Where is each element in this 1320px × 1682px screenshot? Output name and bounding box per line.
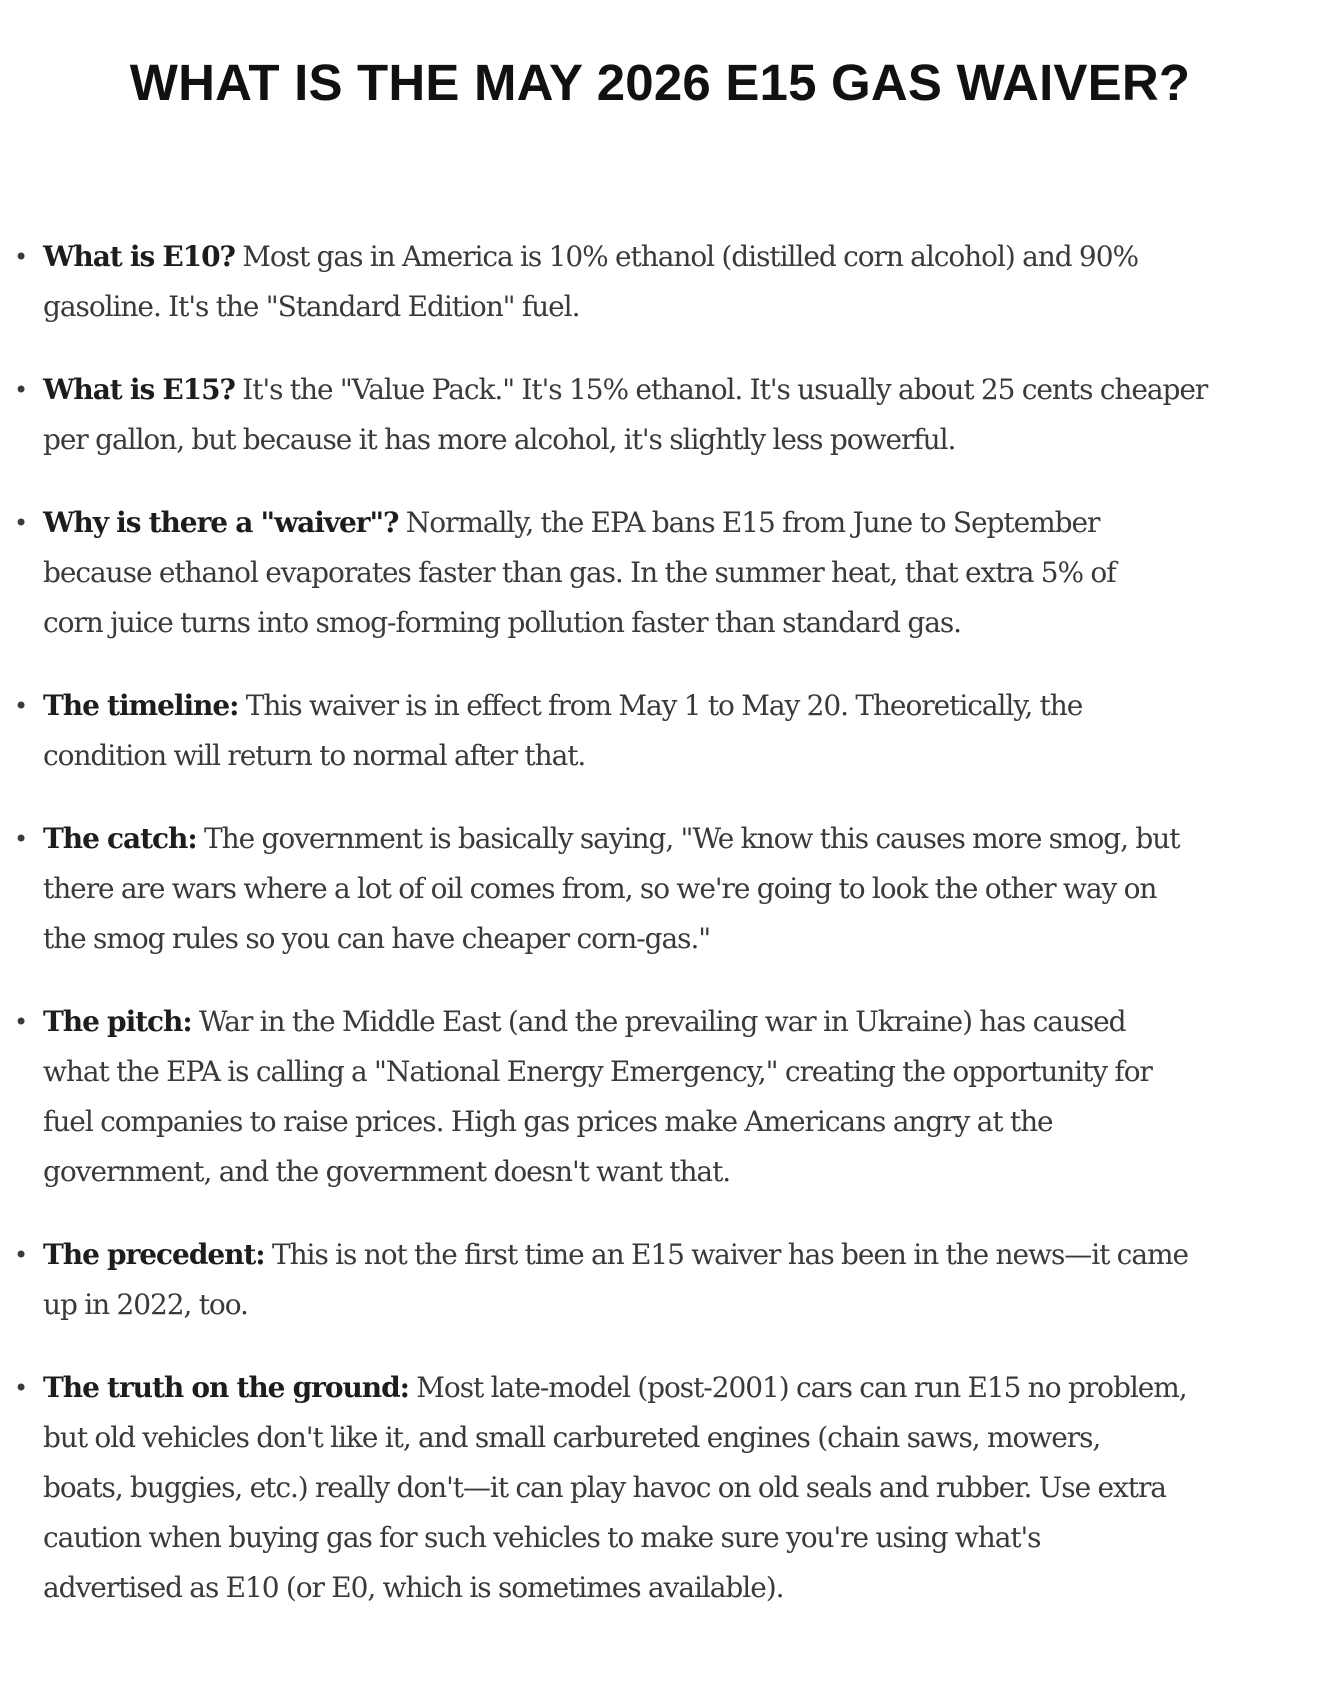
bullet-lead: Why is there a "waiver"? xyxy=(43,506,399,539)
bullet-dot-icon: • xyxy=(14,692,28,720)
bullet-line xyxy=(43,498,1300,548)
bullet-text: Most gas in America is 10% ethanol (distilled corn alcohol) and 90% xyxy=(242,240,1139,273)
bullet-lead: What is E15? xyxy=(43,373,235,406)
bullet-lead: What is E10? xyxy=(43,240,235,273)
bullet-lead: The timeline: xyxy=(43,689,239,722)
bullet-item-e10 xyxy=(0,232,1320,332)
bullet-line: gasoline. It's the "Standard Edition" fuel. xyxy=(43,290,580,323)
bullet-dot-icon: • xyxy=(14,1008,28,1036)
bullet-list xyxy=(0,232,1320,1646)
bullet-lead: The pitch: xyxy=(43,1005,192,1038)
bullet-line: because ethanol evaporates faster than gas. In the summer heat, that extra 5% of xyxy=(43,556,1116,589)
bullet-line: boats, buggies, etc.) really don't—it can play havoc on old seals and rubber. Use extra xyxy=(43,1471,1166,1504)
bullet-line xyxy=(43,814,1300,864)
bullet-line: corn juice turns into smog-forming pollution faster than standard gas. xyxy=(43,606,962,639)
bullet-lead: The precedent: xyxy=(43,1238,265,1271)
bullet-line: but old vehicles don't like it, and small carbureted engines (chain saws, mowers, xyxy=(43,1421,1101,1454)
bullet-line: advertised as E10 (or E0, which is sometimes available). xyxy=(43,1571,784,1604)
bullet-lead: The catch: xyxy=(43,822,197,855)
bullet-item-waiver xyxy=(0,498,1320,648)
bullet-line xyxy=(43,1230,1300,1280)
bullet-dot-icon: • xyxy=(14,1241,28,1269)
bullet-line xyxy=(43,365,1300,415)
bullet-line xyxy=(43,681,1300,731)
bullet-line xyxy=(43,1363,1300,1413)
bullet-line: what the EPA is calling a "National Energy Emergency," creating the opportunity for xyxy=(43,1055,1152,1088)
bullet-dot-icon: • xyxy=(14,376,28,404)
bullet-item-timeline xyxy=(0,681,1320,781)
bullet-item-truth xyxy=(0,1363,1320,1613)
bullet-text: This waiver is in effect from May 1 to May 20. Theoretically, the xyxy=(245,689,1083,722)
bullet-line: up in 2022, too. xyxy=(43,1288,248,1321)
bullet-text: It's the "Value Pack." It's 15% ethanol. It's usually about 25 cents cheaper xyxy=(242,373,1208,406)
bullet-line: government, and the government doesn't want that. xyxy=(43,1155,731,1188)
bullet-text: War in the Middle East (and the prevailing war in Ukraine) has caused xyxy=(199,1005,1126,1038)
bullet-item-catch xyxy=(0,814,1320,964)
bullet-line: per gallon, but because it has more alcohol, it's slightly less powerful. xyxy=(43,423,956,456)
bullet-dot-icon: • xyxy=(14,509,28,537)
bullet-item-e15 xyxy=(0,365,1320,465)
bullet-text: The government is basically saying, "We know this causes more smog, but xyxy=(203,822,1180,855)
bullet-dot-icon: • xyxy=(14,825,28,853)
bullet-item-pitch xyxy=(0,997,1320,1197)
bullet-line xyxy=(43,997,1300,1047)
bullet-line xyxy=(43,232,1300,282)
bullet-text: Most late-model (post-2001) cars can run E15 no problem, xyxy=(416,1371,1187,1404)
bullet-item-precedent xyxy=(0,1230,1320,1330)
bullet-text: This is not the first time an E15 waiver has been in the news—it came xyxy=(271,1238,1188,1271)
bullet-line: there are wars where a lot of oil comes from, so we're going to look the other way on xyxy=(43,872,1157,905)
bullet-dot-icon: • xyxy=(14,1374,28,1402)
bullet-lead: The truth on the ground: xyxy=(43,1371,409,1404)
bullet-text: Normally, the EPA bans E15 from June to September xyxy=(405,506,1100,539)
bullet-line: condition will return to normal after that. xyxy=(43,739,586,772)
bullet-dot-icon: • xyxy=(14,243,28,271)
bullet-line: the smog rules so you can have cheaper corn-gas." xyxy=(43,922,711,955)
bullet-line: fuel companies to raise prices. High gas prices make Americans angry at the xyxy=(43,1105,1053,1138)
bullet-line: caution when buying gas for such vehicles to make sure you're using what's xyxy=(43,1521,1041,1554)
page-title: WHAT IS THE MAY 2026 E15 GAS WAIVER? xyxy=(129,54,1191,111)
